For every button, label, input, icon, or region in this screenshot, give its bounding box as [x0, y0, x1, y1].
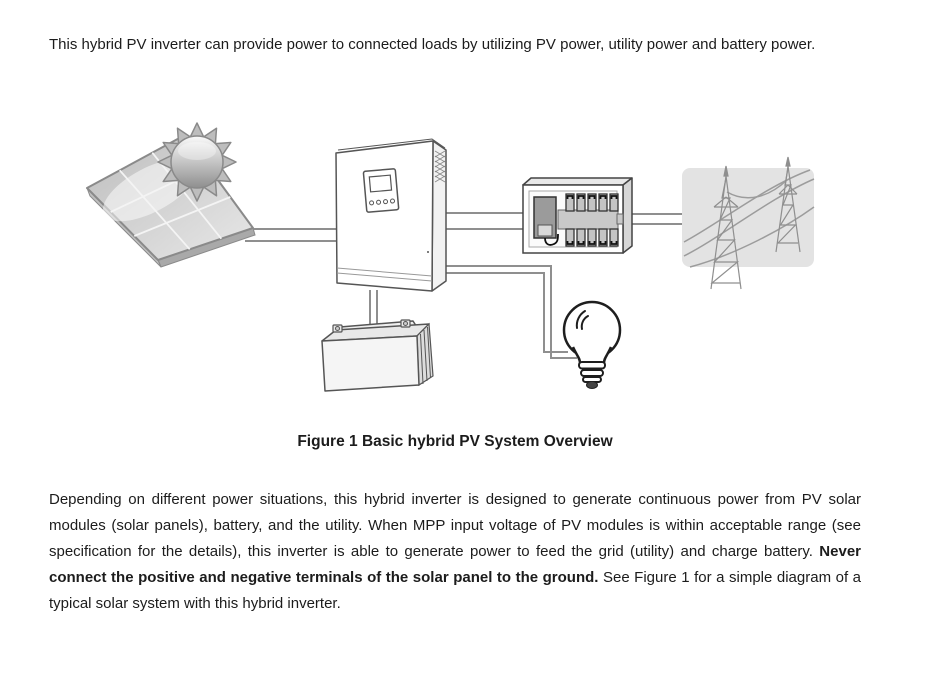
- utility-grid-towers: [682, 157, 814, 289]
- intro-paragraph: [49, 32, 861, 58]
- light-bulb: [564, 302, 620, 389]
- button-2: [376, 200, 380, 204]
- bulb-screw-base: [579, 362, 605, 382]
- load-wire-outer: [444, 266, 577, 358]
- control-panel: [363, 169, 398, 213]
- button-4: [390, 199, 394, 203]
- description-paragraph: [49, 487, 861, 617]
- warning-bold-text: Never connect the positive and negative terminals of the solar panel to the ground.: [49, 543, 861, 586]
- button-3: [383, 199, 387, 203]
- intro-text: This hybrid PV inverter can provide power to connected loads by utilizing PV power, utility power and battery power.: [49, 36, 816, 53]
- figure-caption: Figure 1 Basic hybrid PV System Overview: [297, 432, 613, 450]
- description-text-2: See Figure 1 for a simple diagram of a typical solar system with this hybrid inverter.: [49, 569, 861, 612]
- load-wire-inner: [444, 273, 568, 352]
- description-text-1: Depending on different power situations, this hybrid inverter is designed to generate continuous power from PV solar modules (solar panels), battery, and the utility. When MPP input voltage of PV modules is within acceptable range (see specification for the details), this inverter is able to generate power to feed the grid (utility) and charge battery.: [49, 491, 861, 560]
- hybrid-inverter: [336, 139, 446, 291]
- pv-system-diagram: [60, 105, 840, 415]
- figure-diagram: [60, 105, 840, 415]
- button-1: [369, 201, 373, 205]
- battery: [322, 320, 433, 391]
- bus-bar: [558, 210, 618, 229]
- breaker-box: [523, 178, 632, 253]
- lcd-screen: [369, 175, 391, 192]
